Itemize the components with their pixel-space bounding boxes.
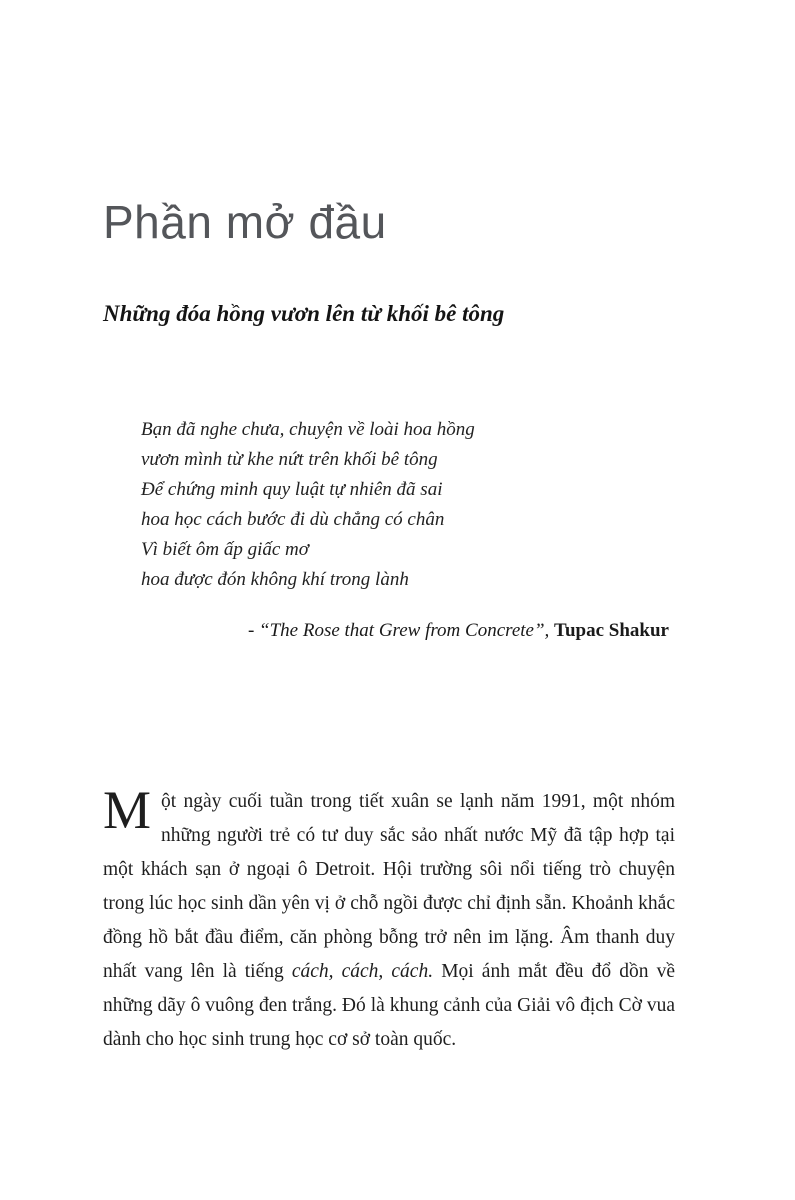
- attribution-source-title: - “The Rose that Grew from Concrete”,: [247, 619, 555, 641]
- body-paragraph: [103, 779, 675, 1057]
- poem-line: hoa học cách bước đi dù chẳng có chân: [141, 508, 445, 530]
- poem-line: hoa được đón không khí trong lành: [141, 568, 409, 590]
- poem-line: Bạn đã nghe chưa, chuyện về loài hoa hồng: [141, 418, 475, 440]
- body-text-run: ột ngày cuối tuần trong tiết xuân se lạnh năm 1991, một nhóm những người trẻ có tư duy sắc sảo nhất nước Mỹ đã tập hợp tại một khách sạn ở ngoại ô Detroit. Hội trường sôi nổi tiếng trò chuyện trong lúc học sinh dần yên vị ở chỗ ngồi được chỉ định sẵn. Khoảnh khắc đồng hồ bắt đầu điểm, căn phòng bỗng trở nên im lặng. Âm thanh duy nhất vang lên là tiếng: [103, 790, 675, 982]
- drop-cap: M: [103, 779, 152, 840]
- poem-quote: [141, 415, 675, 595]
- chapter-title: Phần mở đầu: [103, 196, 387, 248]
- poem-line: Vì biết ôm ấp giấc mơ: [141, 538, 309, 560]
- body-text-italic-run: cách, cách, cách.: [291, 960, 434, 982]
- section-subtitle: Những đóa hồng vươn lên từ khối bê tông: [103, 300, 505, 326]
- poem-attribution: [103, 617, 675, 645]
- body-text-run: Mọi ánh mắt đều đổ dồn về những dãy ô vuông đen trắng. Đó là khung cảnh của Giải vô địch Cờ vua dành cho học sinh trung học cơ sở toàn quốc.: [103, 960, 675, 1050]
- poem-line: Để chứng minh quy luật tự nhiên đã sai: [141, 478, 443, 500]
- attribution-author: Tupac Shakur: [554, 619, 669, 641]
- poem-line: vươn mình từ khe nứt trên khối bê tông: [141, 448, 438, 470]
